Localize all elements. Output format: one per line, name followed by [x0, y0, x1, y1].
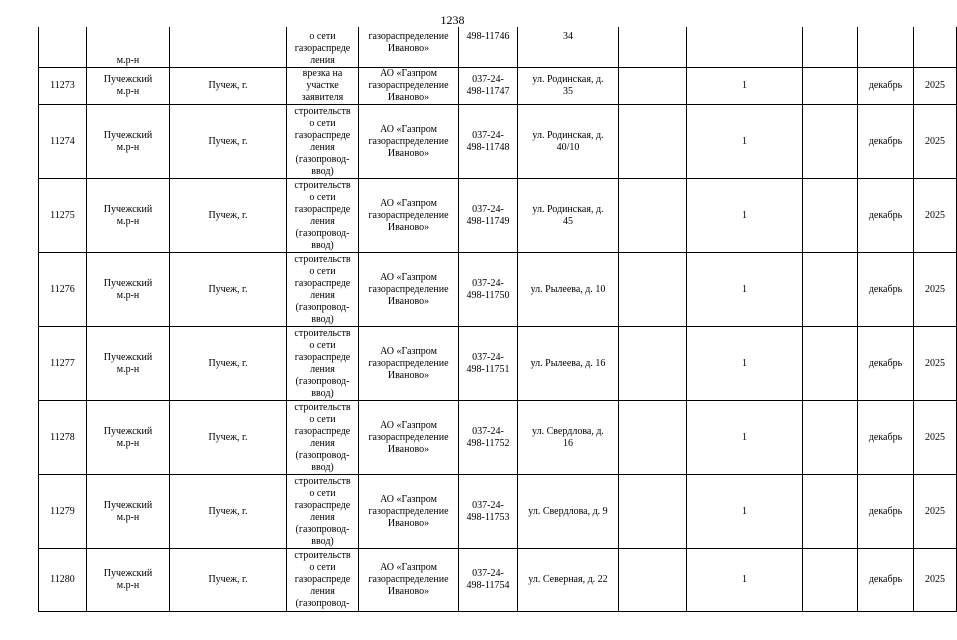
- org-line: АО «Газпром: [380, 419, 437, 431]
- cell-month: декабрь: [858, 401, 914, 475]
- code-line: 037-24-: [472, 351, 504, 363]
- table-row: [39, 549, 957, 612]
- address-line: ул. Родинская, д.: [532, 74, 604, 85]
- cell-city: Пучеж, г.: [170, 68, 287, 105]
- address-line: ул. Свердлова, д.: [532, 425, 604, 437]
- org-line: газораспределение: [368, 574, 449, 585]
- district-line: м.р-н: [116, 437, 140, 449]
- cell-city: Пучеж, г.: [170, 549, 287, 612]
- org-line: Иваново»: [387, 295, 430, 307]
- work-line: ввод): [311, 461, 334, 473]
- cell-quantity: 1: [687, 475, 803, 549]
- district-line: Пучежский: [103, 74, 153, 85]
- code-line: 037-24-: [472, 499, 504, 511]
- cell-empty: [803, 401, 858, 475]
- cell-city: Пучеж, г.: [170, 475, 287, 549]
- cell-empty: [619, 68, 687, 105]
- cell-work-type: [287, 549, 359, 612]
- work-line: газораспреде: [294, 351, 351, 363]
- table-row: [39, 105, 957, 179]
- org-line: АО «Газпром: [380, 197, 437, 209]
- cell-year: [914, 27, 957, 68]
- code-line: 498-11754: [466, 580, 510, 591]
- address-line: ул. Рылеева, д. 10: [530, 283, 606, 295]
- cell-quantity: 1: [687, 179, 803, 253]
- cell-quantity: 1: [687, 327, 803, 401]
- work-line: газораспреде: [294, 499, 351, 511]
- work-line: газораспреде: [294, 277, 351, 289]
- district-line: м.р-н: [116, 363, 140, 375]
- org-line: газораспределение: [368, 135, 449, 147]
- code-line: 037-24-: [472, 203, 504, 215]
- cell-work-type: [287, 401, 359, 475]
- cell-address: [518, 401, 619, 475]
- org-line: Иваново»: [387, 92, 430, 103]
- table-row-partial: [39, 27, 957, 68]
- org-line: АО «Газпром: [380, 345, 437, 357]
- cell-district: [87, 253, 170, 327]
- cell-organization: [359, 549, 459, 612]
- cell-city: Пучеж, г.: [170, 253, 287, 327]
- work-line: (газопровод-: [295, 227, 350, 239]
- cell-year: 2025: [914, 68, 957, 105]
- work-line: (газопровод-: [295, 375, 350, 387]
- work-line: о сети: [309, 31, 336, 42]
- work-line: ления: [310, 289, 335, 301]
- org-line: Иваново»: [387, 443, 430, 455]
- org-line: газораспределение: [368, 209, 449, 221]
- cell-quantity: 1: [687, 401, 803, 475]
- cell-city: Пучеж, г.: [170, 327, 287, 401]
- document-table-container: [38, 27, 945, 617]
- address-line: 40/10: [556, 141, 580, 153]
- cell-work-type: [287, 68, 359, 105]
- table-row: [39, 327, 957, 401]
- cell-month: [858, 27, 914, 68]
- work-line: врезка на: [302, 68, 343, 79]
- code-line: 498-11749: [466, 215, 510, 227]
- cell-district: [87, 475, 170, 549]
- work-line: строительств: [294, 327, 351, 339]
- cell-month: декабрь: [858, 549, 914, 612]
- cell-address: [518, 105, 619, 179]
- org-line: Иваново»: [387, 517, 430, 529]
- work-line: ления: [310, 586, 335, 597]
- cell-code: [459, 327, 518, 401]
- code-line: 498-11747: [466, 86, 510, 97]
- org-line: газораспределение: [368, 283, 449, 295]
- cell-number: 11273: [39, 68, 87, 105]
- cell-empty: [803, 27, 858, 68]
- org-line: газораспределение: [368, 505, 449, 517]
- code-line: 037-24-: [472, 129, 504, 141]
- org-line: газораспределение: [368, 80, 449, 91]
- cell-empty: [803, 68, 858, 105]
- work-line: ввод): [311, 165, 334, 177]
- work-line: о сети: [309, 339, 336, 351]
- work-line: строительств: [294, 179, 351, 191]
- cell-district: [87, 327, 170, 401]
- code-line: 498-11752: [466, 437, 510, 449]
- cell-quantity: 1: [687, 105, 803, 179]
- cell-empty: [619, 27, 687, 68]
- address-line: ул. Северная, д. 22: [528, 574, 608, 585]
- work-line: строительств: [294, 401, 351, 413]
- cell-code: [459, 27, 518, 68]
- cell-month: декабрь: [858, 327, 914, 401]
- district-line: Пучежский: [103, 425, 153, 437]
- cell-code: [459, 179, 518, 253]
- work-line: строительств: [294, 550, 351, 561]
- district-line: Пучежский: [103, 277, 153, 289]
- code-line: 498-11753: [466, 511, 510, 523]
- district-line: м.р-н: [116, 511, 140, 523]
- code-line: 037-24-: [472, 74, 504, 85]
- work-line: о сети: [309, 487, 336, 499]
- table-row: [39, 253, 957, 327]
- work-line: ления: [310, 55, 335, 66]
- cell-address: [518, 327, 619, 401]
- cell-district: м.р-н: [87, 27, 170, 68]
- work-line: газораспреде: [294, 43, 351, 54]
- district-line: м.р-н: [116, 580, 140, 591]
- work-line: ввод): [311, 313, 334, 325]
- work-line: ввод): [311, 387, 334, 399]
- cell-quantity: 1: [687, 68, 803, 105]
- work-line: ления: [310, 141, 335, 153]
- work-line: о сети: [309, 191, 336, 203]
- cell-number: 11276: [39, 253, 87, 327]
- table-row: [39, 68, 957, 105]
- cell-code: [459, 475, 518, 549]
- cell-month: декабрь: [858, 105, 914, 179]
- cell-year: 2025: [914, 475, 957, 549]
- work-line: ввод): [311, 239, 334, 251]
- work-line: (газопровод-: [295, 301, 350, 313]
- address-line: 45: [563, 215, 573, 227]
- district-line: м.р-н: [116, 86, 140, 97]
- org-line: Иваново»: [387, 221, 430, 233]
- cell-quantity: [687, 27, 803, 68]
- work-line: (газопровод-: [295, 523, 350, 535]
- cell-code: [459, 401, 518, 475]
- work-line: о сети: [309, 265, 336, 277]
- cell-organization: [359, 475, 459, 549]
- cell-address: [518, 179, 619, 253]
- cell-empty: [619, 549, 687, 612]
- org-line: Иваново»: [387, 147, 430, 159]
- cell-work-type: [287, 475, 359, 549]
- cell-quantity: 1: [687, 549, 803, 612]
- table-row: [39, 179, 957, 253]
- code-line: 498-11746: [466, 31, 510, 42]
- work-line: (газопровод-: [295, 153, 350, 165]
- address-line: ул. Родинская, д.: [532, 129, 604, 141]
- work-line: ввод): [311, 535, 334, 547]
- cell-work-type: [287, 27, 359, 68]
- work-line: строительств: [294, 105, 351, 117]
- district-line: м.р-н: [116, 289, 140, 301]
- table-row: [39, 401, 957, 475]
- code-line: 037-24-: [472, 425, 504, 437]
- district-line: м.р-н: [116, 141, 140, 153]
- address-line: ул. Свердлова, д. 9: [528, 505, 608, 517]
- code-line: 037-24-: [472, 277, 504, 289]
- cell-empty: [803, 475, 858, 549]
- cell-district: [87, 401, 170, 475]
- cell-empty: [803, 179, 858, 253]
- table-body: [39, 27, 957, 612]
- work-line: строительств: [294, 253, 351, 265]
- cell-district: [87, 549, 170, 612]
- cell-address: [518, 549, 619, 612]
- cell-year: 2025: [914, 401, 957, 475]
- cell-empty: [619, 253, 687, 327]
- district-line: Пучежский: [103, 129, 153, 141]
- cell-empty: [803, 105, 858, 179]
- cell-city: [170, 27, 287, 68]
- cell-district: [87, 105, 170, 179]
- cell-code: [459, 105, 518, 179]
- address-line: ул. Родинская, д.: [532, 203, 604, 215]
- district-line: Пучежский: [103, 568, 153, 579]
- org-line: Иваново»: [387, 43, 430, 54]
- cell-empty: [619, 105, 687, 179]
- cell-number: 11278: [39, 401, 87, 475]
- code-line: 498-11751: [466, 363, 510, 375]
- work-line: (газопровод-: [295, 449, 350, 461]
- org-line: газораспределение: [368, 431, 449, 443]
- address-line: 34: [563, 31, 573, 42]
- table-row: [39, 475, 957, 549]
- cell-empty: [803, 549, 858, 612]
- cell-district: [87, 179, 170, 253]
- cell-number: 11280: [39, 549, 87, 612]
- work-line: заявителя: [301, 92, 344, 103]
- work-line: строительств: [294, 475, 351, 487]
- work-line: газораспреде: [294, 574, 351, 585]
- address-line: 16: [563, 437, 573, 449]
- cell-empty: [619, 327, 687, 401]
- cell-year: 2025: [914, 253, 957, 327]
- cell-number: 11275: [39, 179, 87, 253]
- district-line: Пучежский: [103, 499, 153, 511]
- cell-month: декабрь: [858, 68, 914, 105]
- cell-organization: [359, 27, 459, 68]
- cell-empty: [619, 401, 687, 475]
- cell-work-type: [287, 253, 359, 327]
- work-line: о сети: [309, 117, 336, 129]
- org-line: газораспределение: [368, 31, 449, 42]
- cell-number: 11279: [39, 475, 87, 549]
- cell-address: [518, 253, 619, 327]
- work-line: ления: [310, 215, 335, 227]
- cell-empty: [619, 179, 687, 253]
- cell-month: декабрь: [858, 475, 914, 549]
- cell-address: [518, 475, 619, 549]
- work-line: ления: [310, 363, 335, 375]
- cell-city: Пучеж, г.: [170, 179, 287, 253]
- work-line: газораспреде: [294, 129, 351, 141]
- work-line: газораспреде: [294, 203, 351, 215]
- cell-work-type: [287, 179, 359, 253]
- cell-organization: [359, 68, 459, 105]
- work-line: о сети: [309, 413, 336, 425]
- org-line: Иваново»: [387, 586, 430, 597]
- org-line: Иваново»: [387, 369, 430, 381]
- cell-quantity: 1: [687, 253, 803, 327]
- cell-organization: [359, 179, 459, 253]
- code-line: 498-11750: [466, 289, 510, 301]
- org-line: АО «Газпром: [380, 123, 437, 135]
- work-line: участке: [306, 80, 339, 91]
- cell-code: [459, 68, 518, 105]
- document-table: [38, 27, 957, 612]
- address-line: ул. Рылеева, д. 16: [530, 357, 606, 369]
- cell-organization: [359, 253, 459, 327]
- cell-month: декабрь: [858, 179, 914, 253]
- cell-empty: [803, 327, 858, 401]
- address-line: 35: [563, 86, 573, 97]
- org-line: АО «Газпром: [380, 271, 437, 283]
- cell-address: [518, 68, 619, 105]
- cell-empty: [619, 475, 687, 549]
- cell-year: 2025: [914, 179, 957, 253]
- cell-organization: [359, 327, 459, 401]
- cell-number: [39, 27, 87, 68]
- cell-year: 2025: [914, 549, 957, 612]
- org-line: АО «Газпром: [380, 562, 437, 573]
- cell-district: [87, 68, 170, 105]
- work-line: ления: [310, 511, 335, 523]
- cell-city: Пучеж, г.: [170, 401, 287, 475]
- code-line: 498-11748: [466, 141, 510, 153]
- cell-organization: [359, 401, 459, 475]
- org-line: газораспределение: [368, 357, 449, 369]
- code-line: 037-24-: [472, 568, 504, 579]
- district-line: Пучежский: [103, 351, 153, 363]
- district-line: м.р-н: [116, 215, 140, 227]
- cell-organization: [359, 105, 459, 179]
- cell-year: 2025: [914, 105, 957, 179]
- cell-number: 11277: [39, 327, 87, 401]
- work-line: о сети: [309, 562, 336, 573]
- cell-empty: [803, 253, 858, 327]
- page-number: 1238: [440, 13, 465, 27]
- cell-work-type: [287, 105, 359, 179]
- cell-code: [459, 549, 518, 612]
- work-line: (газопровод-: [295, 598, 350, 609]
- district-line: Пучежский: [103, 203, 153, 215]
- org-line: АО «Газпром: [380, 493, 437, 505]
- cell-city: Пучеж, г.: [170, 105, 287, 179]
- org-line: АО «Газпром: [380, 68, 437, 79]
- cell-address: [518, 27, 619, 68]
- work-line: газораспреде: [294, 425, 351, 437]
- work-line: ления: [310, 437, 335, 449]
- cell-number: 11274: [39, 105, 87, 179]
- cell-work-type: [287, 327, 359, 401]
- cell-year: 2025: [914, 327, 957, 401]
- cell-code: [459, 253, 518, 327]
- cell-month: декабрь: [858, 253, 914, 327]
